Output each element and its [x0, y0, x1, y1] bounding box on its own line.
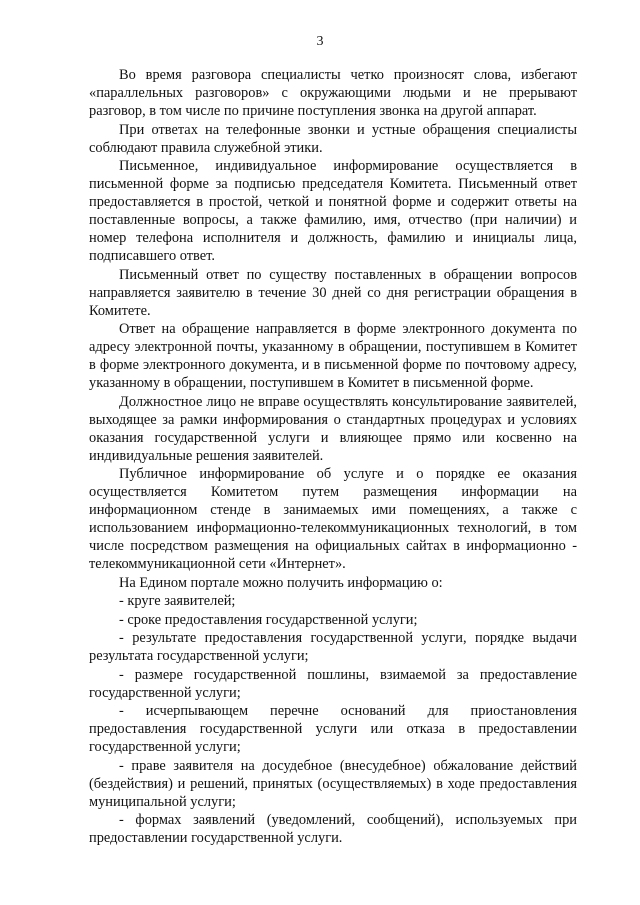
paragraph-electronic-response: Ответ на обращение направляется в форме электронного документа по адресу электронной почты, указанному в обращении, поступившем в Комитет в форме электронного документа, и в письменной форме по почтовому адресу, указанному в обращении, поступившем в Комитет в письменной форме. — [89, 321, 577, 391]
list-item: - сроке предоставления государственной услуги; — [119, 611, 418, 628]
list-item: - размере государственной пошлины, взимаемой за предоставление государственной услуги; — [89, 666, 577, 701]
paragraph-portal-intro: На Едином портале можно получить информацию о: — [119, 574, 443, 591]
paragraph-service-ethics: При ответах на телефонные звонки и устные обращения специалисты соблюдают правила служебной этики. — [89, 121, 577, 156]
paragraph-conversation-rules: Во время разговора специалисты четко произносят слова, избегают «параллельных разговоров» с окружающими людьми и не прерывают разговор, в том числе по причине поступления звонка на другой аппарат. — [89, 67, 577, 119]
page-number: 3 — [316, 34, 324, 49]
list-item: - круге заявителей; — [119, 593, 236, 609]
document-body — [89, 66, 577, 847]
paragraph-official-limits: Должностное лицо не вправе осуществлять консультирование заявителей, выходящее за рамки информирования о стандартных процедурах и условиях оказания государственной услуги и влияющее прямо или косвенно на индивидуальные решения заявителей. — [89, 393, 577, 464]
list-item: - праве заявителя на досудебное (внесудебное) обжалование действий (бездействия) и решений, принятых (осуществляемых) в ходе предоставления муниципальной услуги; — [89, 757, 577, 810]
list-item: - результате предоставления государственной услуги, порядке выдачи результата государственной услуги; — [89, 630, 577, 664]
paragraph-response-deadline: Письменный ответ по существу поставленных в обращении вопросов направляется заявителю в течение 30 дней со дня регистрации обращения в Комитете. — [89, 266, 577, 319]
list-item: - исчерпывающем перечне оснований для приостановления предоставления государственной услуги или отказа в предоставлении государственной услуги; — [89, 703, 577, 755]
paragraph-public-informing: Публичное информирование об услуге и о порядке ее оказания осуществляется Комитетом путем размещения информации на информационном стенде в занимаемых ими помещениях, а также с использованием информационно-телекоммуникационных технологий, в том числе посредством размещения на официальных сайтах в информационно - телекоммуникационной сети «Интернет». — [89, 466, 577, 572]
list-item: - формах заявлений (уведомлений, сообщений), используемых при предоставлении государственной услуги. — [89, 812, 577, 846]
paragraph-written-informing: Письменное, индивидуальное информирование осуществляется в письменной форме за подписью председателя Комитета. Письменный ответ предоставляется в простой, четкой и понятной форме и содержит ответы на поставленные вопросы, а также фамилию, имя, отчество (при наличии) и номер телефона исполнителя и должность, фамилию и инициалы лица, подписавшего ответ. — [89, 158, 577, 264]
